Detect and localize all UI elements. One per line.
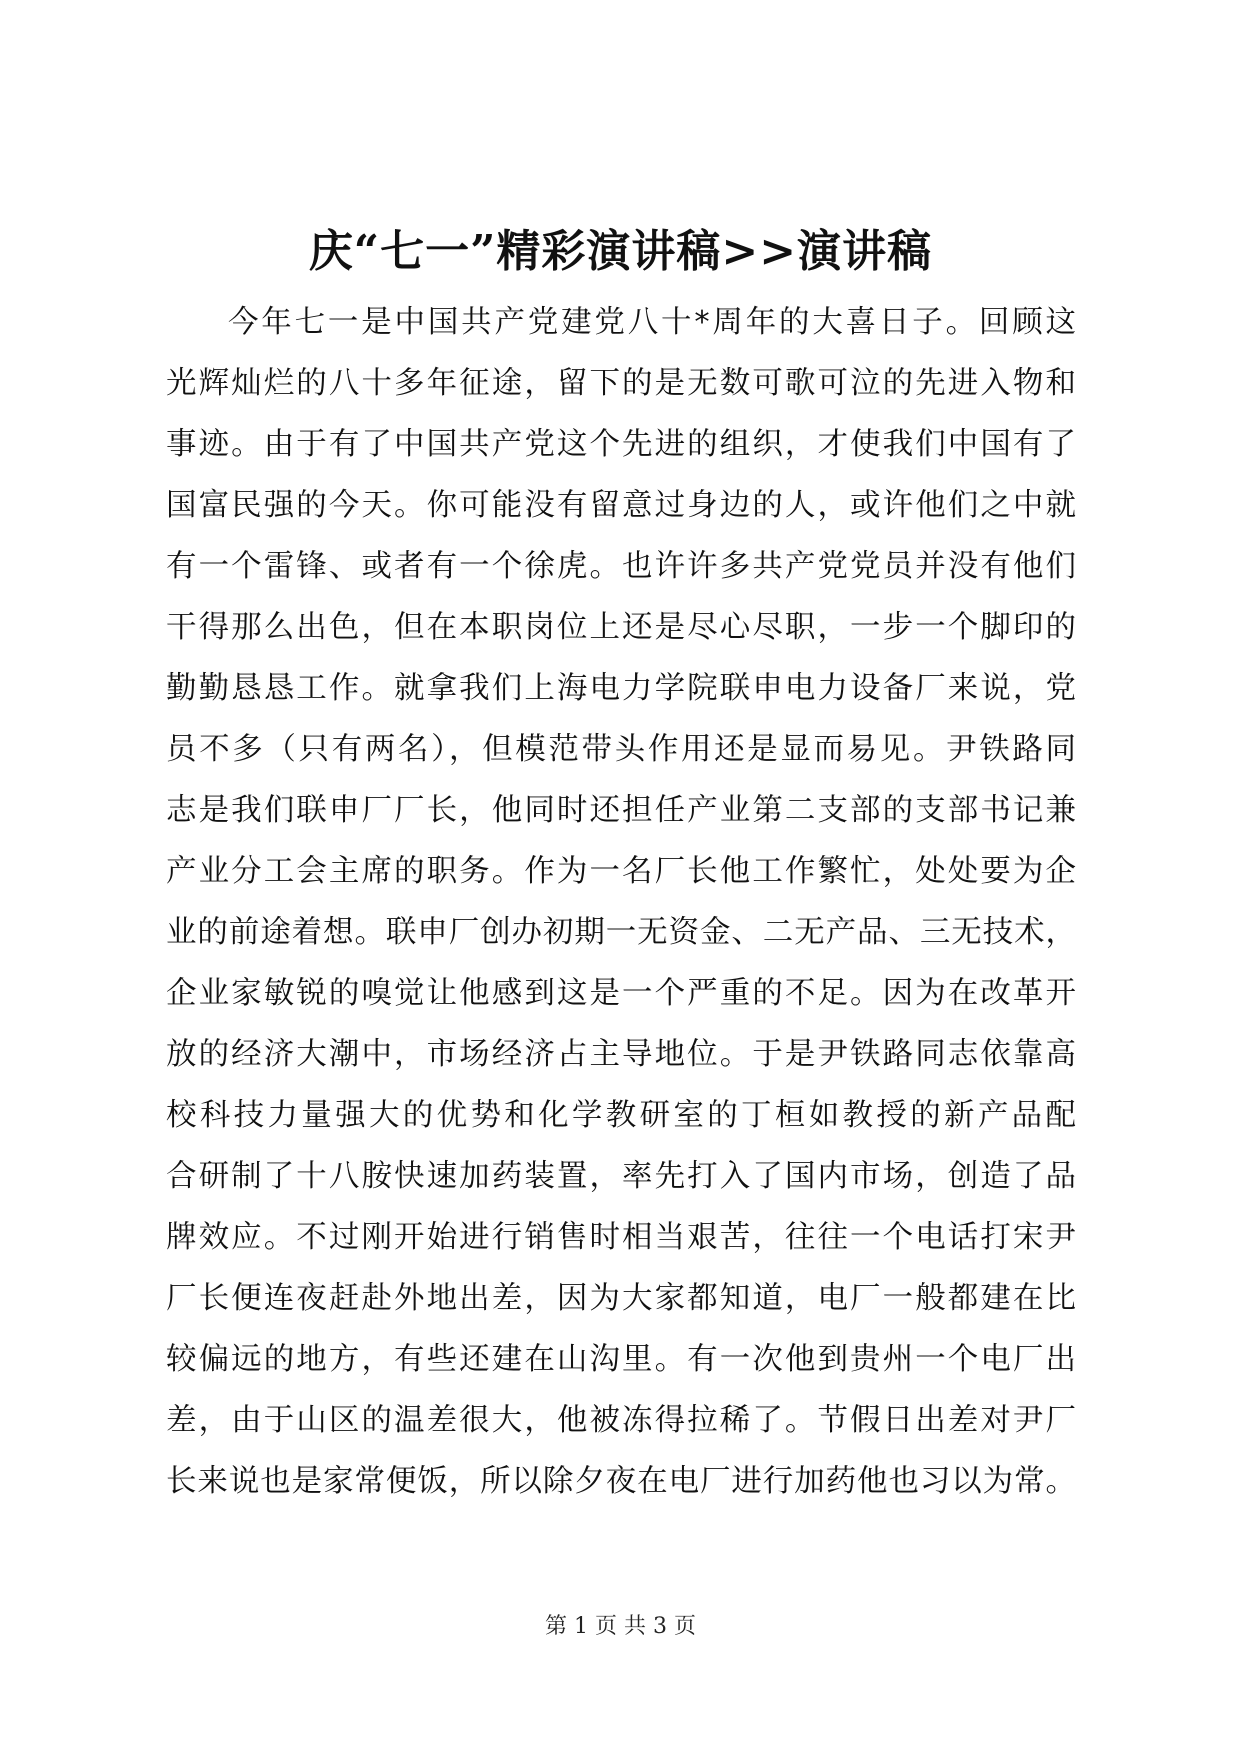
body-text — [166, 292, 1076, 1512]
text-line: 志是我们联申厂厂长，他同时还担任产业第二支部的支部书记兼 — [166, 793, 1076, 828]
text-line: 长来说也是家常便饭，所以除夕夜在电厂进行加药他也习以为常。 — [166, 1464, 1076, 1499]
text-line: 企业家敏锐的嗅觉让他感到这是一个严重的不足。因为在改革开 — [166, 976, 1076, 1011]
text-line: 业的前途着想。联申厂创办初期一无资金、二无产品、三无技术， — [166, 915, 1076, 950]
text-line: 干得那么出色，但在本职岗位上还是尽心尽职，一步一个脚印的 — [166, 610, 1076, 645]
text-line: 厂长便连夜赶赴外地出差，因为大家都知道，电厂一般都建在比 — [166, 1281, 1076, 1316]
text-line: 产业分工会主席的职务。作为一名厂长他工作繁忙，处处要为企 — [166, 854, 1076, 889]
text-line: 国富民强的今天。你可能没有留意过身边的人，或许他们之中就 — [166, 488, 1076, 523]
text-line: 差，由于山区的温差很大，他被冻得拉稀了。节假日出差对尹厂 — [166, 1403, 1076, 1438]
text-line: 有一个雷锋、或者有一个徐虎。也许许多共产党党员并没有他们 — [166, 549, 1076, 584]
text-line: 较偏远的地方，有些还建在山沟里。有一次他到贵州一个电厂出 — [166, 1342, 1076, 1377]
text-line: 今年七一是中国共产党建党八十*周年的大喜日子。回顾这 — [228, 305, 1076, 340]
document-title: 庆“七一”精彩演讲稿>>演讲稿 — [308, 226, 933, 277]
text-line: 事迹。由于有了中国共产党这个先进的组织，才使我们中国有了 — [166, 427, 1076, 462]
text-line: 勤勤恳恳工作。就拿我们上海电力学院联申电力设备厂来说，党 — [166, 671, 1076, 706]
text-line: 光辉灿烂的八十多年征途，留下的是无数可歌可泣的先进入物和 — [166, 366, 1076, 401]
text-line: 校科技力量强大的优势和化学教研室的丁桓如教授的新产品配 — [166, 1098, 1076, 1133]
page-footer: 第 1 页 共 3 页 — [545, 1614, 696, 1639]
text-line: 牌效应。不过刚开始进行销售时相当艰苦，往往一个电话打宋尹 — [166, 1220, 1076, 1255]
text-line: 合研制了十八胺快速加药装置，率先打入了国内市场，创造了品 — [166, 1159, 1076, 1194]
text-line: 员不多（只有两名），但模范带头作用还是显而易见。尹铁路同 — [166, 732, 1076, 767]
text-line: 放的经济大潮中，市场经济占主导地位。于是尹铁路同志依靠高 — [166, 1037, 1076, 1072]
